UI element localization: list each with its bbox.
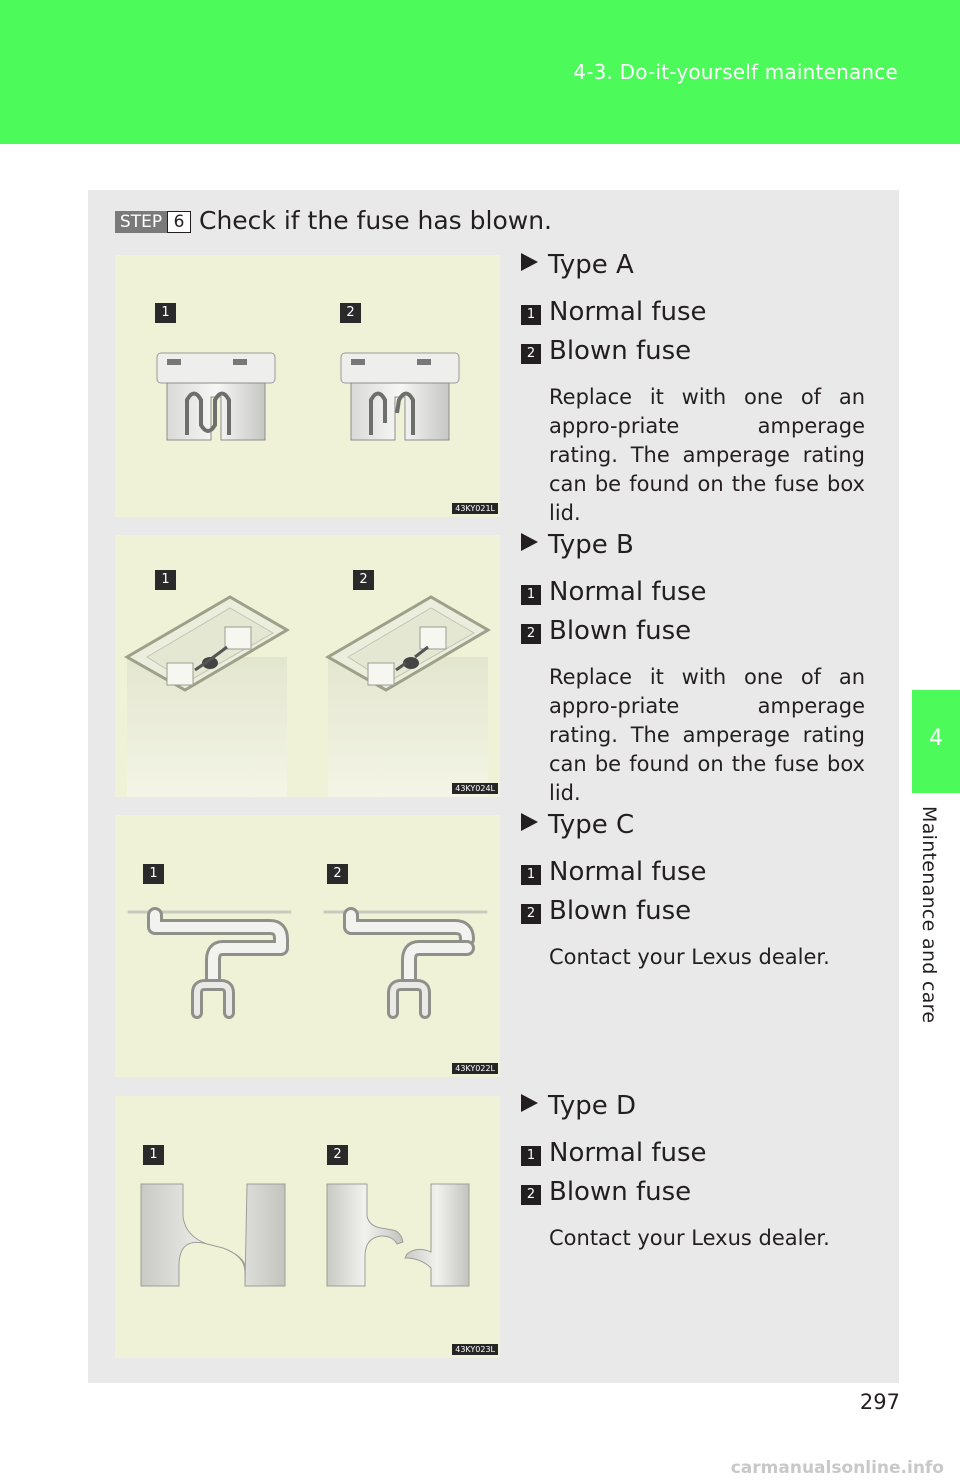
figure-type-c	[115, 815, 500, 1077]
item-normal-fuse: 1 Normal fuse	[521, 577, 707, 607]
number-2-icon: 2	[521, 904, 541, 924]
chapter-header	[0, 0, 960, 144]
fuse-type-c-illustration	[115, 815, 500, 1077]
section-title: 4-3. Do-it-yourself maintenance	[573, 60, 898, 84]
number-1-icon: 1	[521, 1146, 541, 1166]
triangle-bullet-icon	[521, 1094, 538, 1112]
figure-type-a	[115, 255, 500, 517]
item-normal-fuse: 1 Normal fuse	[521, 857, 707, 887]
type-heading: Type C	[521, 810, 634, 840]
item-blown-fuse: 2 Blown fuse	[521, 896, 691, 926]
figure-marker-1: 1	[155, 303, 176, 323]
figure-marker-2: 2	[327, 864, 348, 884]
figure-code: 43KY024L	[452, 783, 498, 794]
number-1-icon: 1	[521, 585, 541, 605]
section-description: Contact your Lexus dealer.	[549, 945, 830, 969]
figure-type-b	[115, 535, 500, 797]
item-blown-fuse: 2 Blown fuse	[521, 616, 691, 646]
section-description: Replace it with one of an appro-priate amperage rating. The amperage rating can be found on the fuse box lid.	[549, 665, 865, 805]
number-2-icon: 2	[521, 344, 541, 364]
type-heading: Type B	[521, 530, 634, 560]
chapter-label: Maintenance and care	[918, 806, 940, 1024]
item-normal-fuse: 1 Normal fuse	[521, 1138, 707, 1168]
number-1-icon: 1	[521, 305, 541, 325]
step-label: STEP	[115, 211, 167, 233]
figure-code: 43KY022L	[452, 1063, 498, 1074]
figure-marker-2: 2	[340, 303, 361, 323]
watermark: carmanualsonline.info	[730, 1458, 944, 1478]
item-normal-fuse: 1 Normal fuse	[521, 297, 707, 327]
step-number: 6	[167, 211, 191, 233]
number-1-icon: 1	[521, 865, 541, 885]
step-instruction: Check if the fuse has blown.	[199, 206, 553, 235]
triangle-bullet-icon	[521, 253, 538, 271]
fuse-type-a-illustration	[115, 255, 500, 517]
number-2-icon: 2	[521, 624, 541, 644]
figure-marker-1: 1	[155, 570, 176, 590]
figure-code: 43KY021L	[452, 503, 498, 514]
fuse-type-d-illustration	[115, 1096, 500, 1358]
figure-marker-1: 1	[143, 1145, 164, 1165]
triangle-bullet-icon	[521, 533, 538, 551]
step-badge	[115, 211, 193, 233]
triangle-bullet-icon	[521, 813, 538, 831]
figure-marker-2: 2	[327, 1145, 348, 1165]
chapter-number: 4	[929, 726, 943, 751]
figure-code: 43KY023L	[452, 1344, 498, 1355]
section-description: Replace it with one of an appro-priate amperage rating. The amperage rating can be found on the fuse box lid.	[549, 385, 865, 525]
item-blown-fuse: 2 Blown fuse	[521, 1177, 691, 1207]
type-heading: Type A	[521, 250, 634, 280]
figure-type-d	[115, 1096, 500, 1358]
type-heading: Type D	[521, 1091, 636, 1121]
figure-marker-2: 2	[353, 570, 374, 590]
number-2-icon: 2	[521, 1185, 541, 1205]
item-blown-fuse: 2 Blown fuse	[521, 336, 691, 366]
figure-marker-1: 1	[143, 864, 164, 884]
section-description: Contact your Lexus dealer.	[549, 1226, 830, 1250]
page-number: 297	[859, 1390, 900, 1414]
